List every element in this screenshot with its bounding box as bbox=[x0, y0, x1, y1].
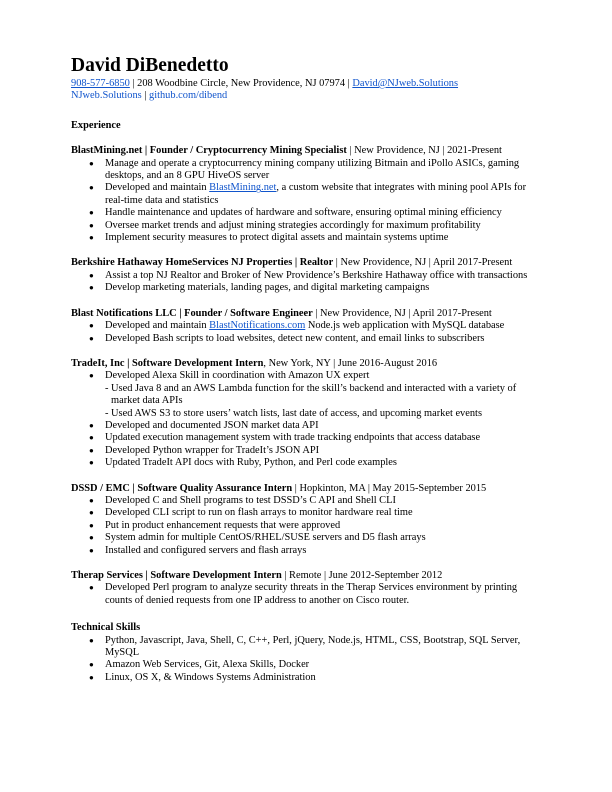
job-tradeit bbox=[71, 358, 541, 470]
job-berkshire bbox=[71, 257, 541, 294]
job-bullets bbox=[71, 270, 541, 295]
web-links-line: NJweb.Solutions | github.com/dibend bbox=[71, 90, 228, 102]
list-item: ● Manage and operate a cryptocurrency mining company utilizing Bitmain and iPollo ASICs, gaming desktops, and an 8 GPU HiveOS server bbox=[71, 158, 541, 183]
job-details: , New York, NY | June 2016-August 2016 bbox=[263, 357, 438, 369]
job-title: Berkshire Hathaway HomeServices NJ Properties | Realtor bbox=[71, 257, 334, 269]
sub-item: - Used Java 8 and an AWS Lambda function for the skill’s backend and interacted with a variety of market data APIs bbox=[105, 382, 517, 407]
job-details: | Remote | June 2012-September 2012 bbox=[281, 570, 443, 581]
job-title-line bbox=[71, 145, 541, 157]
list-item: ● Developed Python wrapper for TradeIt’s JSON API bbox=[71, 445, 541, 457]
list-item: ● Developed Bash scripts to load websites, detect new content, and email links to subscribers bbox=[71, 333, 541, 345]
job-title-line bbox=[71, 308, 541, 320]
list-item: ● Oversee market trends and adjust mining strategies accordingly for maximum profitability bbox=[71, 220, 541, 232]
blastmining-link[interactable]: BlastMining.net bbox=[209, 182, 277, 194]
job-title-line bbox=[71, 257, 541, 269]
job-details: | New Providence, NJ | 2021-Present bbox=[346, 145, 502, 157]
blastnotifications-link[interactable]: BlastNotifications.com bbox=[209, 320, 306, 332]
email-link[interactable]: David@NJweb.Solutions bbox=[352, 78, 459, 89]
list-item: ● Handle maintenance and updates of hardware and software, ensuring optimal mining efficiency bbox=[71, 207, 541, 219]
job-details: | New Providence, NJ | April 2017-Present bbox=[333, 257, 513, 269]
list-item: ● Developed and maintain BlastNotifications.com Node.js web application with MySQL database bbox=[71, 320, 541, 332]
skills-bullets bbox=[71, 635, 541, 685]
resume-page bbox=[71, 56, 541, 684]
job-bullets bbox=[71, 582, 541, 607]
list-item: ● Developed C and Shell programs to test DSSD’s C API and Shell CLI bbox=[71, 495, 541, 507]
list-item: ● Develop marketing materials, landing pages, and digital marketing campaigns bbox=[71, 282, 541, 294]
list-item: ● Implement security measures to protect digital assets and maintain systems uptime bbox=[71, 232, 541, 244]
job-bullets bbox=[71, 320, 541, 345]
list-item: ● System admin for multiple CentOS/RHEL/SUSE servers and D5 flash arrays bbox=[71, 532, 541, 544]
job-bullets bbox=[71, 420, 541, 470]
website-link[interactable]: NJweb.Solutions bbox=[71, 90, 142, 102]
list-item: ● Linux, OS X, & Windows Systems Administration bbox=[71, 672, 541, 684]
job-title: BlastMining.net | Founder / Cryptocurrency Mining Specialist bbox=[71, 145, 347, 157]
list-item: ● Developed and maintain BlastMining.net, a custom website that integrates with mining pool APIs for real-time data and statistics bbox=[71, 182, 541, 207]
job-title-line bbox=[71, 358, 541, 370]
list-item: ● Developed Alexa Skill in coordination with Amazon UX expert bbox=[71, 370, 541, 382]
job-bullets bbox=[71, 370, 541, 382]
job-therap bbox=[71, 570, 541, 607]
job-title: Blast Notifications LLC | Founder / Software Engineer bbox=[71, 307, 313, 319]
job-title: TradeIt, Inc | Software Development Intern bbox=[71, 357, 264, 369]
list-item: ● Put in product enhancement requests that were approved bbox=[71, 520, 541, 532]
skills-heading: Technical Skills bbox=[71, 622, 141, 634]
list-item: ● Updated TradeIt API docs with Ruby, Python, and Perl code examples bbox=[71, 457, 541, 469]
phone-link[interactable]: 908-577-6850 bbox=[71, 78, 130, 89]
job-title-line bbox=[71, 570, 541, 582]
list-item: ● Developed and documented JSON market data API bbox=[71, 420, 541, 432]
github-link[interactable]: github.com/dibend bbox=[149, 90, 228, 102]
list-item: ● Python, Javascript, Java, Shell, C, C++, Perl, jQuery, Node.js, HTML, CSS, Bootstrap, SQL Server, MySQL bbox=[71, 635, 541, 660]
job-blastmining bbox=[71, 145, 541, 244]
list-item: ● Developed Perl program to analyze security threats in the Therap Services environment by printing counts of denied requests from one IP address to another on Cisco router. bbox=[71, 582, 541, 607]
job-title: Therap Services | Software Development Intern bbox=[71, 570, 282, 581]
job-dssd-emc bbox=[71, 483, 541, 557]
resume-name: David DiBenedetto bbox=[71, 55, 229, 76]
list-item: ● Amazon Web Services, Git, Alexa Skills, Docker bbox=[71, 659, 541, 671]
job-details: | New Providence, NJ | April 2017-Present bbox=[312, 307, 492, 319]
contact-line: 908-577-6850 | 208 Woodbine Circle, New Providence, NJ 07974 | David@NJweb.Solutions bbox=[71, 78, 459, 89]
address: 208 Woodbine Circle, New Providence, NJ 07974 bbox=[137, 78, 346, 89]
job-bullets bbox=[71, 158, 541, 245]
job-bullets bbox=[71, 495, 541, 557]
list-item: ● Developed CLI script to run on flash arrays to monitor hardware real time bbox=[71, 507, 541, 519]
sub-items bbox=[71, 383, 541, 420]
list-item: ● Assist a top NJ Realtor and Broker of New Providence’s Berkshire Hathaway office with transactions bbox=[71, 270, 541, 282]
sub-item: - Used AWS S3 to store users’ watch lists, last date of access, and upcoming market events bbox=[105, 407, 482, 419]
job-blast-notifications bbox=[71, 308, 541, 345]
job-details: | Hopkinton, MA | May 2015-September 2015 bbox=[292, 482, 487, 494]
experience-heading: Experience bbox=[71, 119, 121, 131]
job-title: DSSD / EMC | Software Quality Assurance Intern bbox=[71, 482, 293, 494]
list-item: ● Installed and configured servers and flash arrays bbox=[71, 545, 541, 557]
list-item: ● Updated execution management system with trade tracking endpoints that access database bbox=[71, 432, 541, 444]
job-title-line bbox=[71, 483, 541, 495]
